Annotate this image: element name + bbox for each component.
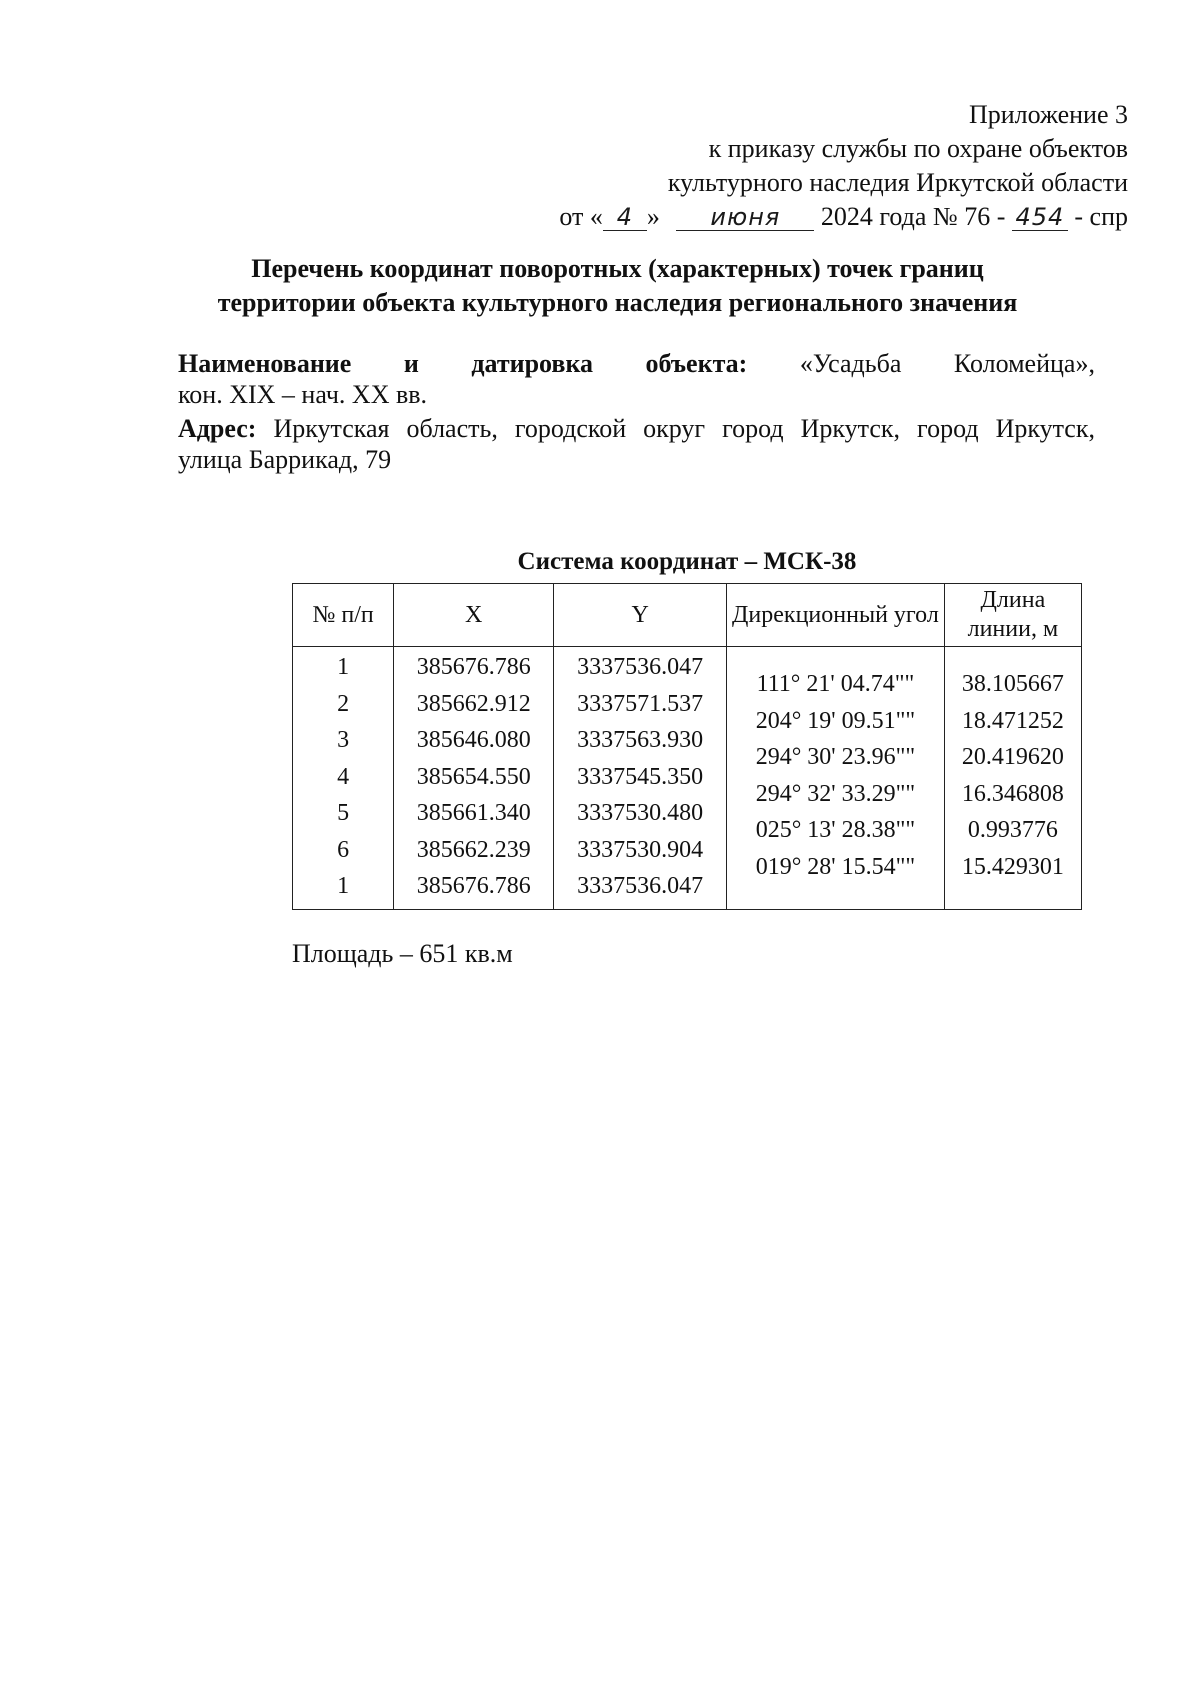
point-num: 2 xyxy=(337,690,350,717)
point-x: 385662.912 xyxy=(416,690,531,717)
segment-length: 20.419620 xyxy=(961,744,1064,770)
length-column xyxy=(944,647,1081,910)
name-label-word: Наименование xyxy=(178,349,352,378)
point-num: 1 xyxy=(337,873,350,899)
point-y: 3337536.047 xyxy=(577,654,704,680)
address-word: город xyxy=(917,414,979,443)
address-word: город xyxy=(722,414,784,443)
header-length: Длина линии, м xyxy=(944,584,1081,647)
handwritten-day: 4 xyxy=(603,204,647,231)
header-direction: Дирекционный угол xyxy=(727,584,945,647)
appendix-line-2: к приказу службы по охране объектов xyxy=(708,134,1128,163)
address-line-2: улица Баррикад, 79 xyxy=(178,445,392,474)
point-num: 4 xyxy=(337,763,350,790)
point-x: 385654.550 xyxy=(416,763,531,790)
header-y: Y xyxy=(554,584,727,647)
segment-angle: 019° 28' 15.54"" xyxy=(755,853,916,880)
area-note: Площадь – 651 кв.м xyxy=(292,939,513,968)
point-x: 385676.786 xyxy=(416,654,531,680)
point-y: 3337530.904 xyxy=(577,836,704,863)
segment-length: 15.429301 xyxy=(961,853,1064,880)
point-x: 385662.239 xyxy=(416,836,531,863)
document-title xyxy=(140,252,1095,320)
direction-column xyxy=(727,647,945,910)
point-num: 1 xyxy=(337,654,350,680)
name-value-word: «Усадьба xyxy=(799,349,902,378)
appendix-line-3: культурного наследия Иркутской области xyxy=(667,168,1128,197)
point-num: 6 xyxy=(337,836,350,863)
point-y: 3337530.480 xyxy=(577,800,704,826)
name-label-word: и xyxy=(403,349,419,378)
segment-angle: 294° 30' 23.96"" xyxy=(755,744,916,770)
point-y: 3337545.350 xyxy=(577,763,704,790)
table-body-row xyxy=(293,647,1082,910)
num-column xyxy=(293,647,394,910)
table-header-row xyxy=(293,584,1082,647)
segment-angle: 025° 13' 28.38"" xyxy=(755,817,916,843)
name-label-word: объекта: xyxy=(645,349,748,378)
point-y: 3337563.930 xyxy=(577,727,704,753)
address-word: округ xyxy=(643,414,706,443)
appendix-line-1: Приложение 3 xyxy=(968,100,1128,129)
segment-angle: 294° 32' 33.29"" xyxy=(755,780,916,807)
title-line-2: территории объекта культурного наследия регионального значения xyxy=(217,288,1018,317)
handwritten-order-number: 454 xyxy=(1012,204,1068,231)
address-word: область, xyxy=(406,414,498,443)
segment-length: 38.105667 xyxy=(961,671,1064,697)
table-caption: Система координат – МСК-38 xyxy=(517,548,857,575)
appendix-header xyxy=(559,98,1128,234)
appendix-date-line xyxy=(559,200,1128,234)
segment-length: 16.346808 xyxy=(961,780,1064,807)
segment-angle: 111° 21' 04.74"" xyxy=(756,671,915,697)
header-num: № п/п xyxy=(293,584,394,647)
coordinates-table xyxy=(292,583,1082,910)
order-suffix: - спр xyxy=(1074,202,1128,231)
date-year: 2024 года № 76 - xyxy=(820,202,1006,231)
object-name-line xyxy=(178,348,1095,379)
point-x: 385661.340 xyxy=(416,800,531,826)
point-x: 385646.080 xyxy=(416,727,531,753)
date-prefix: от « xyxy=(559,202,603,231)
address-line-1 xyxy=(178,413,1095,444)
x-column xyxy=(394,647,554,910)
address-label: Адрес: xyxy=(178,414,257,443)
object-name-paragraph xyxy=(178,348,1095,410)
object-dating: кон. XIX – нач. XX вв. xyxy=(178,380,428,409)
point-x: 385676.786 xyxy=(416,873,531,899)
address-word: Иркутск, xyxy=(995,414,1095,443)
name-label-word: датировка xyxy=(471,349,594,378)
address-word: Иркутск, xyxy=(800,414,901,443)
y-column xyxy=(554,647,727,910)
address-word: городской xyxy=(514,414,627,443)
handwritten-month: июня xyxy=(676,204,814,231)
point-num: 5 xyxy=(337,800,350,826)
address-paragraph xyxy=(178,413,1095,475)
date-mid: » xyxy=(646,202,660,231)
name-value-word: Коломейца», xyxy=(953,349,1095,378)
title-line-1: Перечень координат поворотных (характерных) точек границ xyxy=(251,254,984,283)
segment-length: 0.993776 xyxy=(967,817,1058,843)
header-x: X xyxy=(394,584,554,647)
point-y: 3337571.537 xyxy=(577,690,704,717)
point-num: 3 xyxy=(337,727,350,753)
point-y: 3337536.047 xyxy=(577,873,704,899)
segment-length: 18.471252 xyxy=(961,707,1064,734)
segment-angle: 204° 19' 09.51"" xyxy=(755,707,916,734)
address-word: Иркутская xyxy=(273,414,390,443)
